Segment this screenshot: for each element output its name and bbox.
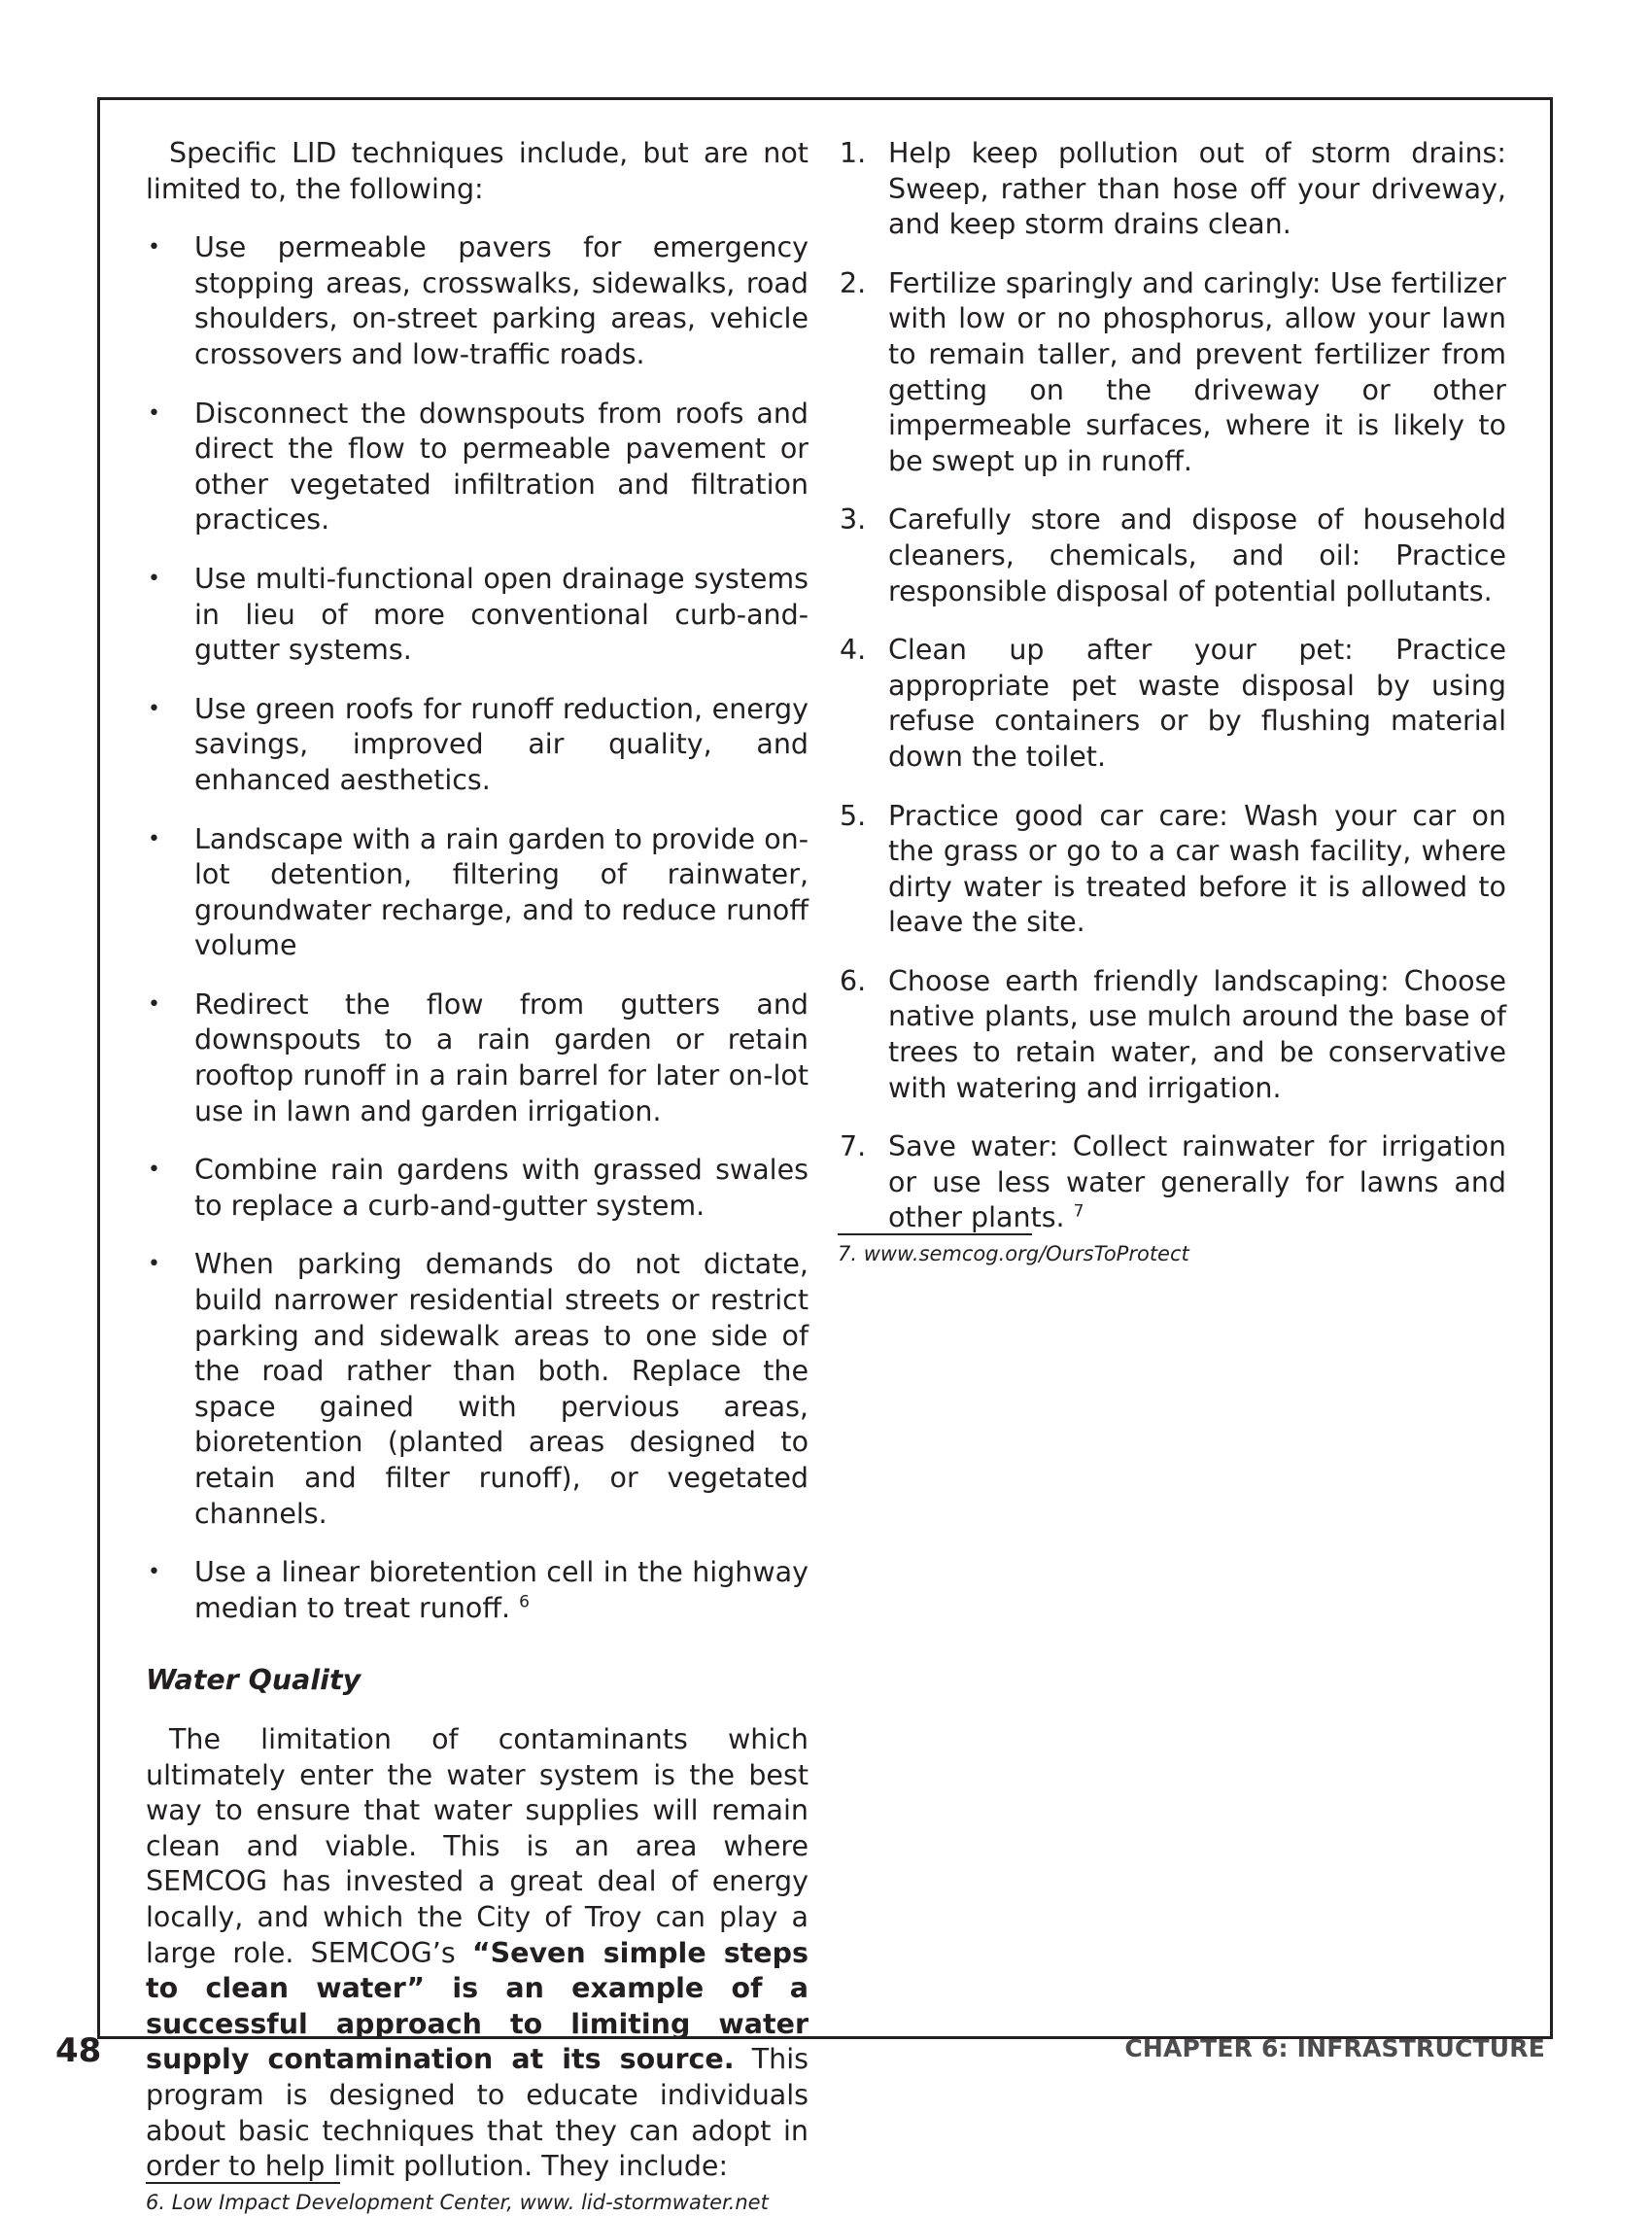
bullet-icon: •	[148, 696, 160, 721]
list-item	[838, 799, 1506, 941]
lid-technique-list	[146, 230, 809, 1626]
step-text: Choose earth friendly landscaping: Choose native plants, use mulch around the base of trees to retain water, and be conservative with watering and irrigation.	[888, 964, 1506, 1104]
paragraph-bold-text: “Seven simple steps to clean water” is an example of a successful approach to limiting water supply contamination at its source.	[146, 1936, 809, 2076]
bullet-icon: •	[148, 235, 160, 260]
list-item	[838, 266, 1506, 480]
footnote-reference: 6	[519, 1592, 530, 1612]
list-item	[146, 562, 809, 669]
step-text: Save water: Collect rainwater for irrigation or use less water generally for lawns and other plants.	[888, 1130, 1506, 1234]
step-text: Clean up after your pet: Practice appropriate pet waste disposal by using refuse containers or by flushing material down the toilet.	[888, 634, 1506, 773]
list-item-text: Landscape with a rain garden to provide on-lot detention, filtering of rainwater, groundwater recharge, and to reduce runoff volume	[194, 822, 809, 962]
step-number: 1.	[840, 137, 867, 169]
list-item-text: Disconnect the downspouts from roofs and direct the flow to permeable pavement or other vegetated infiltration and filtration practices.	[194, 397, 809, 537]
step-number: 6.	[840, 964, 867, 997]
chapter-title: CHAPTER 6: INFRASTRUCTURE	[1124, 2034, 1545, 2062]
list-item	[838, 633, 1506, 775]
step-number: 4.	[840, 634, 867, 667]
list-item	[146, 692, 809, 799]
footnote-reference: 7	[1073, 1201, 1084, 1222]
list-item-text: Redirect the flow from gutters and downspouts to a rain garden or retain rooftop runoff in a rain barrel for later on-lot use in lawn and garden irrigation.	[194, 987, 809, 1127]
step-text: Carefully store and dispose of household cleaners, chemicals, and oil: Practice responsible disposal of potential pollutants.	[888, 503, 1506, 607]
step-text: Practice good car care: Wash your car on the grass or go to a car wash facility, where dirty water is treated before it is allowed to leave the site.	[888, 799, 1506, 939]
step-number: 7.	[840, 1130, 867, 1163]
paragraph-text-end: This program is designed to educate individuals about basic techniques that they can adopt in order to help limit pollution. They include:	[146, 2043, 809, 2183]
paragraph-text: The limitation of contaminants which ultimately enter the water system is the best way to ensure that water supplies will remain clean and viable. This is an area where SEMCOG has invested a great deal of energy locally, and which the City of Troy can play a large role. SEMCOG’s	[146, 1722, 809, 1969]
seven-steps-list	[838, 136, 1506, 1236]
list-item	[838, 964, 1506, 1106]
page-number: 48	[55, 2031, 102, 2070]
list-item	[146, 1153, 809, 1224]
step-number: 3.	[840, 503, 867, 537]
footnote: 6. Low Impact Development Center, www. lid-stormwater.net	[146, 2190, 769, 2214]
bullet-icon: •	[148, 1158, 160, 1183]
bullet-icon: •	[148, 400, 160, 426]
bullet-icon: •	[148, 991, 160, 1017]
step-number: 5.	[840, 799, 867, 832]
bullet-icon: •	[148, 826, 160, 851]
bullet-icon: •	[148, 1252, 160, 1277]
step-text: Help keep pollution out of storm drains: Sweep, rather than hose off your driveway, and keep storm drains clean.	[888, 137, 1506, 241]
list-item	[146, 1247, 809, 1532]
list-item	[146, 1555, 809, 1626]
list-item-text: Use green roofs for runoff reduction, energy savings, improved air quality, and enhanced aesthetics.	[194, 692, 809, 796]
right-column	[838, 136, 1506, 1267]
list-item	[838, 136, 1506, 243]
list-item-text: Use multi-functional open drainage systems in lieu of more conventional curb-and-gutter systems.	[194, 562, 809, 667]
list-item	[146, 987, 809, 1129]
footnote: 7. www.semcog.org/OursToProtect	[838, 1242, 1189, 1266]
bullet-icon: •	[148, 566, 160, 591]
water-quality-paragraph	[146, 1722, 809, 2185]
list-item	[146, 822, 809, 964]
list-item-text: Combine rain gardens with grassed swales to replace a curb-and-gutter system.	[194, 1154, 809, 1222]
list-item-text: Use a linear bioretention cell in the highway median to treat runoff.	[194, 1556, 809, 1624]
step-number: 2.	[840, 266, 867, 299]
section-heading: Water Quality	[146, 1664, 361, 1697]
list-item	[146, 397, 809, 538]
list-item	[838, 1129, 1506, 1236]
list-item-text: When parking demands do not dictate, build narrower residential streets or restrict parking and sidewalk areas to one side of the road rather than both. Replace the space gained with pervious areas, bioretention (planted areas designed to retain and filter runoff), or vegetated channels.	[194, 1248, 809, 1530]
intro-paragraph: Specific LID techniques include, but are not limited to, the following:	[146, 137, 809, 205]
step-text: Fertilize sparingly and caringly: Use fertilizer with low or no phosphorus, allow your lawn to remain taller, and prevent fertilizer from getting on the driveway or other impermeable surfaces, where it is likely to be swept up in runoff.	[888, 266, 1506, 477]
list-item	[838, 502, 1506, 609]
bullet-icon: •	[148, 1560, 160, 1585]
list-item	[146, 230, 809, 372]
left-column	[146, 136, 809, 2216]
list-item-text: Use permeable pavers for emergency stopping areas, crosswalks, sidewalks, road shoulders, on-street parking areas, vehicle crossovers and low-traffic roads.	[194, 231, 809, 370]
